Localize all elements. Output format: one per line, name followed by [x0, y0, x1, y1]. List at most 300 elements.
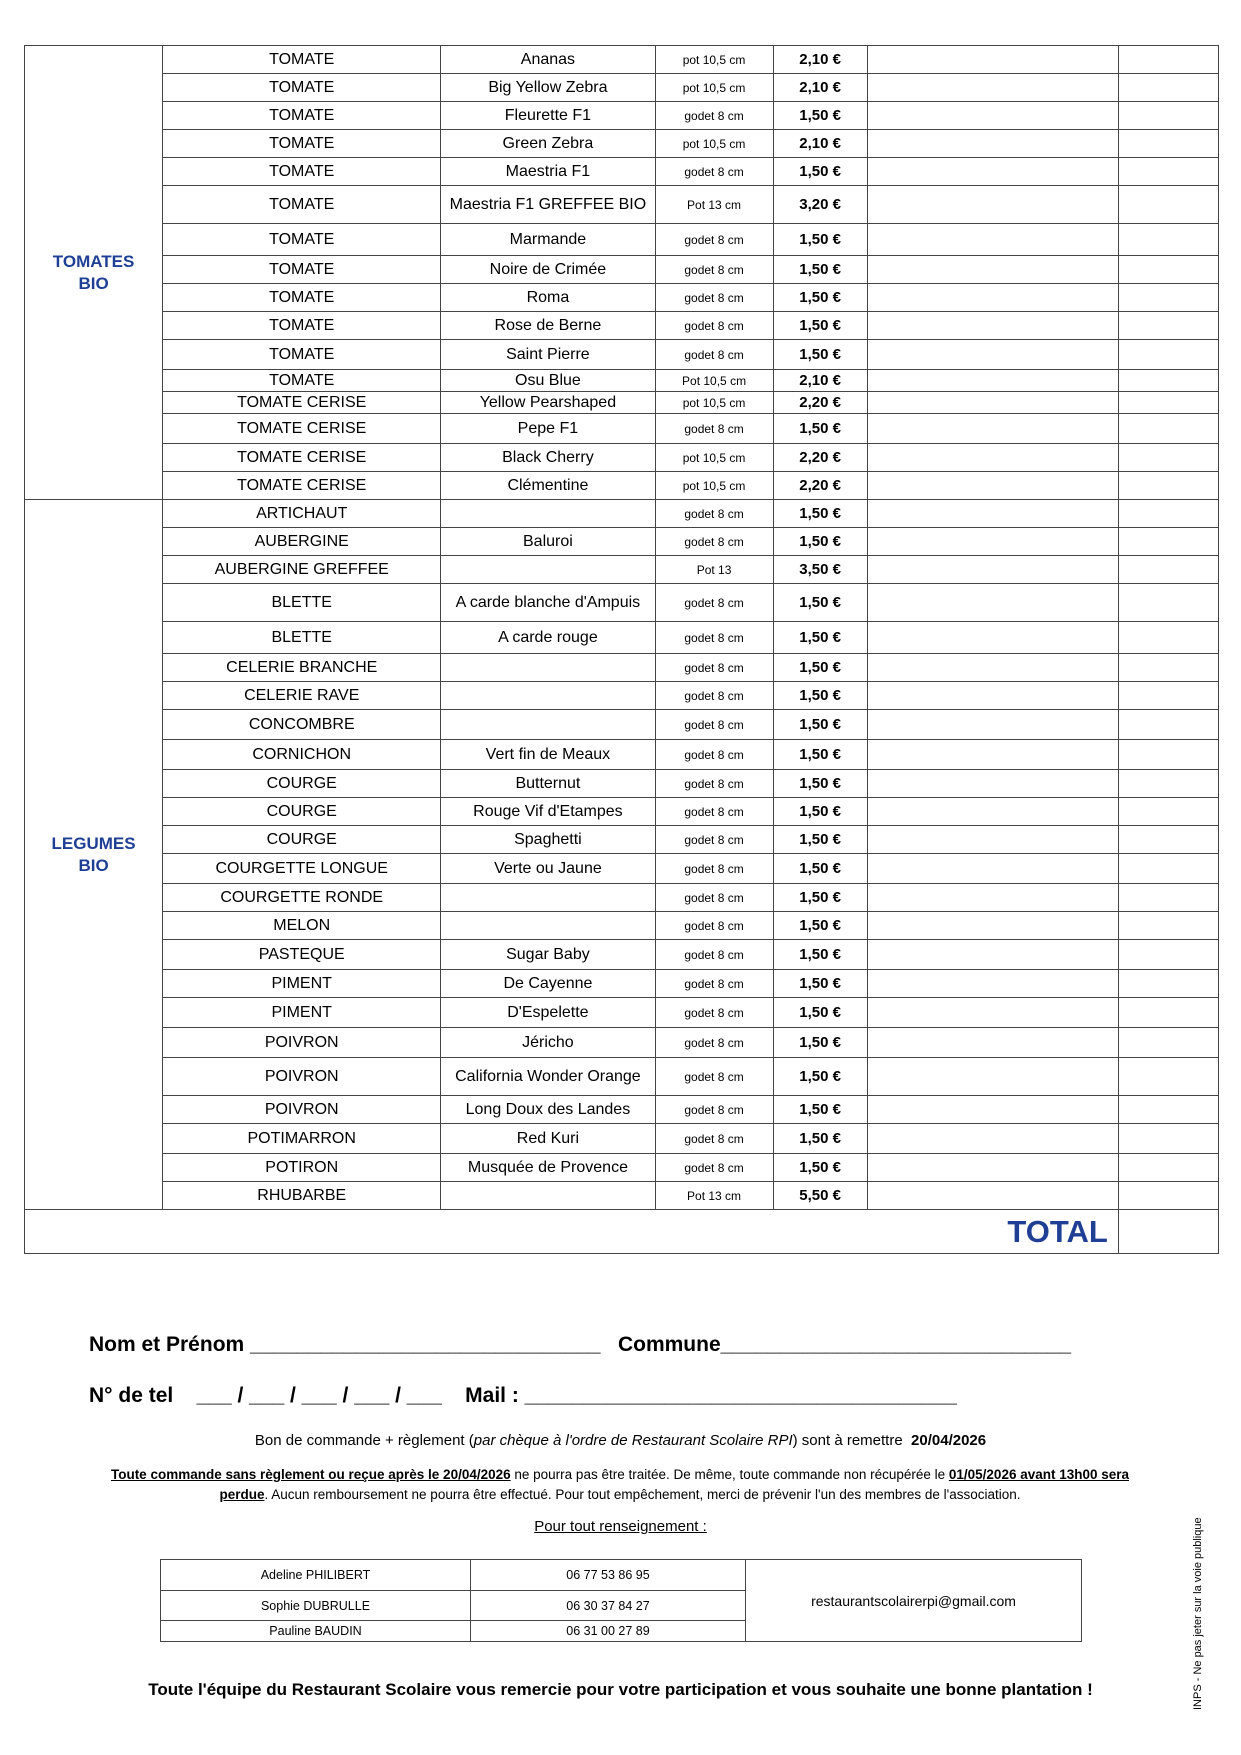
product-name: ARTICHAUT — [163, 500, 441, 528]
quantity-cell[interactable] — [867, 340, 1118, 370]
quantity-cell[interactable] — [867, 970, 1118, 998]
line-total-cell[interactable] — [1118, 770, 1218, 798]
unit-price: 3,50 € — [773, 556, 867, 584]
product-name: COURGETTE RONDE — [163, 884, 441, 912]
order-table — [24, 45, 1219, 1254]
total-row — [25, 1210, 1219, 1254]
line-total-cell[interactable] — [1118, 740, 1218, 770]
unit-price: 2,10 € — [773, 74, 867, 102]
product-row — [25, 284, 1219, 312]
pot-size: godet 8 cm — [655, 740, 773, 770]
product-name: PASTEQUE — [163, 940, 441, 970]
product-name: TOMATE CERISE — [163, 444, 441, 472]
unit-price: 1,50 € — [773, 340, 867, 370]
pot-size: godet 8 cm — [655, 884, 773, 912]
variety-name — [441, 1182, 655, 1210]
product-name: POIVRON — [163, 1028, 441, 1058]
variety-name: Spaghetti — [441, 826, 655, 854]
product-row — [25, 1058, 1219, 1096]
pot-size: godet 8 cm — [655, 970, 773, 998]
thanks-message: Toute l'équipe du Restaurant Scolaire vous remercie pour votre participation et vous souhaite une bonne plantation ! — [148, 1680, 1093, 1699]
quantity-cell[interactable] — [867, 528, 1118, 556]
product-row — [25, 312, 1219, 340]
pot-size: godet 8 cm — [655, 584, 773, 622]
product-name: TOMATE — [163, 340, 441, 370]
remise-italic: par chèque à l'ordre de Restaurant Scolaire RPI — [473, 1432, 793, 1449]
pot-size: Pot 13 cm — [655, 1182, 773, 1210]
product-row — [25, 500, 1219, 528]
variety-name: Saint Pierre — [441, 340, 655, 370]
unit-price: 2,20 € — [773, 444, 867, 472]
quantity-cell[interactable] — [867, 312, 1118, 340]
unit-price: 1,50 € — [773, 158, 867, 186]
variety-name: Maestria F1 — [441, 158, 655, 186]
line-total-cell[interactable] — [1118, 284, 1218, 312]
variety-name — [441, 884, 655, 912]
pot-size: Pot 13 cm — [655, 186, 773, 224]
product-name: POIVRON — [163, 1058, 441, 1096]
product-row — [25, 74, 1219, 102]
line-total-cell[interactable] — [1118, 224, 1218, 256]
variety-name: A carde blanche d'Ampuis — [441, 584, 655, 622]
quantity-cell[interactable] — [867, 622, 1118, 654]
variety-name: A carde rouge — [441, 622, 655, 654]
variety-name: Fleurette F1 — [441, 102, 655, 130]
product-name: POIVRON — [163, 1096, 441, 1124]
unit-price: 2,10 € — [773, 46, 867, 74]
product-row — [25, 584, 1219, 622]
quantity-cell[interactable] — [867, 1154, 1118, 1182]
unit-price: 1,50 € — [773, 970, 867, 998]
product-name: TOMATE — [163, 74, 441, 102]
unit-price: 1,50 € — [773, 528, 867, 556]
variety-name: Verte ou Jaune — [441, 854, 655, 884]
pot-size: godet 8 cm — [655, 998, 773, 1028]
name-field[interactable]: ______________________________ — [250, 1333, 601, 1356]
unit-price: 2,10 € — [773, 130, 867, 158]
quantity-cell[interactable] — [867, 1058, 1118, 1096]
variety-name: Clémentine — [441, 472, 655, 500]
product-row — [25, 884, 1219, 912]
quantity-cell[interactable] — [867, 798, 1118, 826]
line-total-cell[interactable] — [1118, 1124, 1218, 1154]
contact-phone: 06 31 00 27 89 — [471, 1621, 746, 1642]
quantity-cell[interactable] — [867, 556, 1118, 584]
product-name: COURGE — [163, 770, 441, 798]
variety-name: Big Yellow Zebra — [441, 74, 655, 102]
line-total-cell[interactable] — [1118, 74, 1218, 102]
line-total-cell[interactable] — [1118, 622, 1218, 654]
line-total-cell[interactable] — [1118, 1182, 1218, 1210]
unit-price: 1,50 € — [773, 682, 867, 710]
product-row — [25, 556, 1219, 584]
variety-name — [441, 682, 655, 710]
product-row — [25, 854, 1219, 884]
pot-size: godet 8 cm — [655, 654, 773, 682]
product-row — [25, 770, 1219, 798]
product-row — [25, 158, 1219, 186]
quantity-cell[interactable] — [867, 884, 1118, 912]
variety-name: Sugar Baby — [441, 940, 655, 970]
pot-size: pot 10,5 cm — [655, 444, 773, 472]
unit-price: 2,10 € — [773, 370, 867, 392]
pot-size: godet 8 cm — [655, 1058, 773, 1096]
unit-price: 1,50 € — [773, 1028, 867, 1058]
remise-text-1: Bon de commande + règlement ( — [254, 1432, 474, 1449]
unit-price: 1,50 € — [773, 414, 867, 444]
pot-size: godet 8 cm — [655, 284, 773, 312]
variety-name: Vert fin de Meaux — [441, 740, 655, 770]
unit-price: 1,50 € — [773, 224, 867, 256]
pot-size: pot 10,5 cm — [655, 392, 773, 414]
notice-text-2: . Aucun remboursement ne pourra être effectué. Pour tout empêchement, merci de prévenir l'un des membres de l'association. — [264, 1487, 1021, 1502]
variety-name — [441, 654, 655, 682]
quantity-cell[interactable] — [867, 584, 1118, 622]
product-name: TOMATE — [163, 312, 441, 340]
quantity-cell[interactable] — [867, 158, 1118, 186]
product-row — [25, 186, 1219, 224]
line-total-cell[interactable] — [1118, 186, 1218, 224]
pot-size: Pot 10,5 cm — [655, 370, 773, 392]
product-row — [25, 528, 1219, 556]
product-name: TOMATE — [163, 158, 441, 186]
product-name: TOMATE — [163, 46, 441, 74]
variety-name: Red Kuri — [441, 1124, 655, 1154]
product-row — [25, 622, 1219, 654]
product-row — [25, 414, 1219, 444]
unit-price: 1,50 € — [773, 710, 867, 740]
product-name: AUBERGINE GREFFEE — [163, 556, 441, 584]
variety-name: Yellow Pearshaped — [441, 392, 655, 414]
product-name: MELON — [163, 912, 441, 940]
unit-price: 1,50 € — [773, 1058, 867, 1096]
product-name: CELERIE RAVE — [163, 682, 441, 710]
variety-name: D'Espelette — [441, 998, 655, 1028]
product-row — [25, 340, 1219, 370]
quantity-cell[interactable] — [867, 472, 1118, 500]
product-name: AUBERGINE — [163, 528, 441, 556]
product-name: POTIRON — [163, 1154, 441, 1182]
pot-size: godet 8 cm — [655, 1096, 773, 1124]
unit-price: 1,50 € — [773, 622, 867, 654]
contact-email[interactable]: restaurantscolairerpi@gmail.com — [746, 1560, 1082, 1642]
pot-size: godet 8 cm — [655, 770, 773, 798]
quantity-cell[interactable] — [867, 500, 1118, 528]
product-name: RHUBARBE — [163, 1182, 441, 1210]
line-total-cell[interactable] — [1118, 912, 1218, 940]
product-name: TOMATE — [163, 370, 441, 392]
pot-size: godet 8 cm — [655, 940, 773, 970]
line-total-cell[interactable] — [1118, 1058, 1218, 1096]
line-total-cell[interactable] — [1118, 340, 1218, 370]
product-row — [25, 1124, 1219, 1154]
product-row — [25, 392, 1219, 414]
product-name: CONCOMBRE — [163, 710, 441, 740]
line-total-cell[interactable] — [1118, 472, 1218, 500]
line-total-cell[interactable] — [1118, 528, 1218, 556]
unit-price: 1,50 € — [773, 854, 867, 884]
variety-name: Butternut — [441, 770, 655, 798]
quantity-cell[interactable] — [867, 444, 1118, 472]
variety-name: California Wonder Orange — [441, 1058, 655, 1096]
pot-size: Pot 13 — [655, 556, 773, 584]
product-row — [25, 1096, 1219, 1124]
quantity-cell[interactable] — [867, 940, 1118, 970]
pot-size: godet 8 cm — [655, 256, 773, 284]
variety-name: Noire de Crimée — [441, 256, 655, 284]
unit-price: 1,50 € — [773, 102, 867, 130]
unit-price: 2,20 € — [773, 472, 867, 500]
product-name: COURGE — [163, 826, 441, 854]
product-row — [25, 472, 1219, 500]
product-row — [25, 224, 1219, 256]
pot-size: godet 8 cm — [655, 1028, 773, 1058]
unit-price: 1,50 € — [773, 826, 867, 854]
variety-name: Roma — [441, 284, 655, 312]
variety-name: Jéricho — [441, 1028, 655, 1058]
remise-text-2: ) sont à remettre — [792, 1432, 903, 1449]
product-row — [25, 740, 1219, 770]
quantity-cell[interactable] — [867, 392, 1118, 414]
quantity-cell[interactable] — [867, 224, 1118, 256]
quantity-cell[interactable] — [867, 370, 1118, 392]
line-total-cell[interactable] — [1118, 1154, 1218, 1182]
product-row — [25, 682, 1219, 710]
quantity-cell[interactable] — [867, 102, 1118, 130]
unit-price: 1,50 € — [773, 770, 867, 798]
pot-size: godet 8 cm — [655, 854, 773, 884]
pot-size: godet 8 cm — [655, 158, 773, 186]
name-label: Nom et Prénom — [89, 1333, 245, 1356]
notice-paragraph — [85, 1465, 1155, 1505]
quantity-cell[interactable] — [867, 130, 1118, 158]
line-total-cell[interactable] — [1118, 654, 1218, 682]
quantity-cell[interactable] — [867, 654, 1118, 682]
quantity-cell[interactable] — [867, 998, 1118, 1028]
product-name: TOMATE CERISE — [163, 392, 441, 414]
unit-price: 1,50 € — [773, 740, 867, 770]
variety-name: Ananas — [441, 46, 655, 74]
product-name: PIMENT — [163, 998, 441, 1028]
info-label: Pour tout renseignement : — [534, 1518, 707, 1535]
variety-name: Rouge Vif d'Etampes — [441, 798, 655, 826]
product-name: TOMATE — [163, 256, 441, 284]
variety-name — [441, 556, 655, 584]
side-note-wrap — [1192, 1517, 1241, 1722]
line-total-cell[interactable] — [1118, 682, 1218, 710]
order-table-body — [25, 46, 1219, 1254]
line-total-cell[interactable] — [1118, 256, 1218, 284]
mail-field[interactable]: _____________________________________ — [524, 1384, 957, 1407]
notice-underlined-2: 01/05/2026 avant 13h00 sera perdue — [219, 1467, 1130, 1502]
line-total-cell[interactable] — [1118, 370, 1218, 392]
side-note: INPS - Ne pas jeter sur la voie publique — [1192, 1517, 1204, 1710]
product-row — [25, 1028, 1219, 1058]
total-label: TOTAL — [25, 1210, 1119, 1254]
variety-name: Long Doux des Landes — [441, 1096, 655, 1124]
contact-row — [161, 1560, 1082, 1591]
name-commune-line — [89, 1333, 1071, 1357]
product-row — [25, 912, 1219, 940]
product-name: POTIMARRON — [163, 1124, 441, 1154]
product-name: PIMENT — [163, 970, 441, 998]
variety-name: Musquée de Provence — [441, 1154, 655, 1182]
contact-name: Adeline PHILIBERT — [161, 1560, 471, 1591]
variety-name: Green Zebra — [441, 130, 655, 158]
quantity-cell[interactable] — [867, 414, 1118, 444]
line-total-cell[interactable] — [1118, 312, 1218, 340]
pot-size: godet 8 cm — [655, 622, 773, 654]
tel-field[interactable]: ___ / ___ / ___ / ___ / ___ — [196, 1384, 442, 1407]
quantity-cell[interactable] — [867, 186, 1118, 224]
product-name: TOMATE — [163, 130, 441, 158]
product-row — [25, 1154, 1219, 1182]
unit-price: 1,50 € — [773, 1124, 867, 1154]
line-total-cell[interactable] — [1118, 826, 1218, 854]
line-total-cell[interactable] — [1118, 414, 1218, 444]
unit-price: 1,50 € — [773, 312, 867, 340]
line-total-cell[interactable] — [1118, 940, 1218, 970]
contact-phone: 06 77 53 86 95 — [471, 1560, 746, 1591]
line-total-cell[interactable] — [1118, 46, 1218, 74]
line-total-cell[interactable] — [1118, 884, 1218, 912]
product-row — [25, 46, 1219, 74]
product-name: CORNICHON — [163, 740, 441, 770]
line-total-cell[interactable] — [1118, 556, 1218, 584]
pot-size: pot 10,5 cm — [655, 74, 773, 102]
pot-size: godet 8 cm — [655, 798, 773, 826]
contact-name: Pauline BAUDIN — [161, 1621, 471, 1642]
variety-name: Osu Blue — [441, 370, 655, 392]
product-row — [25, 940, 1219, 970]
unit-price: 1,50 € — [773, 1154, 867, 1182]
product-row — [25, 710, 1219, 740]
line-total-cell[interactable] — [1118, 392, 1218, 414]
unit-price: 1,50 € — [773, 256, 867, 284]
product-row — [25, 1182, 1219, 1210]
category-label: LEGUMES BIO — [25, 500, 163, 1210]
product-row — [25, 826, 1219, 854]
line-total-cell[interactable] — [1118, 998, 1218, 1028]
line-total-cell[interactable] — [1118, 710, 1218, 740]
pot-size: godet 8 cm — [655, 500, 773, 528]
line-total-cell[interactable] — [1118, 1096, 1218, 1124]
notice-underlined-1: Toute commande sans règlement ou reçue après le 20/04/2026 — [110, 1467, 511, 1482]
product-row — [25, 444, 1219, 472]
quantity-cell[interactable] — [867, 682, 1118, 710]
pot-size: godet 8 cm — [655, 1124, 773, 1154]
unit-price: 2,20 € — [773, 392, 867, 414]
product-name: BLETTE — [163, 622, 441, 654]
pot-size: godet 8 cm — [655, 1154, 773, 1182]
unit-price: 1,50 € — [773, 584, 867, 622]
quantity-cell[interactable] — [867, 1182, 1118, 1210]
product-name: TOMATE CERISE — [163, 414, 441, 444]
quantity-cell[interactable] — [867, 912, 1118, 940]
pot-size: godet 8 cm — [655, 710, 773, 740]
line-total-cell[interactable] — [1118, 970, 1218, 998]
variety-name: Marmande — [441, 224, 655, 256]
line-total-cell[interactable] — [1118, 102, 1218, 130]
product-name: COURGETTE LONGUE — [163, 854, 441, 884]
quantity-cell[interactable] — [867, 1028, 1118, 1058]
line-total-cell[interactable] — [1118, 854, 1218, 884]
quantity-cell[interactable] — [867, 74, 1118, 102]
quantity-cell[interactable] — [867, 1124, 1118, 1154]
quantity-cell[interactable] — [867, 46, 1118, 74]
pot-size: godet 8 cm — [655, 102, 773, 130]
line-total-cell[interactable] — [1118, 500, 1218, 528]
total-value-cell[interactable] — [1118, 1210, 1218, 1254]
unit-price: 1,50 € — [773, 654, 867, 682]
unit-price: 1,50 € — [773, 1096, 867, 1124]
line-total-cell[interactable] — [1118, 158, 1218, 186]
pot-size: pot 10,5 cm — [655, 46, 773, 74]
line-total-cell[interactable] — [1118, 798, 1218, 826]
unit-price: 1,50 € — [773, 998, 867, 1028]
product-row — [25, 102, 1219, 130]
notice-text-1: ne pourra pas être traitée. De même, toute commande non récupérée le — [510, 1467, 949, 1482]
product-name: BLETTE — [163, 584, 441, 622]
quantity-cell[interactable] — [867, 284, 1118, 312]
commune-label: Commune — [617, 1333, 721, 1356]
pot-size: godet 8 cm — [655, 224, 773, 256]
product-name: COURGE — [163, 798, 441, 826]
product-row — [25, 998, 1219, 1028]
contacts-table — [160, 1559, 1082, 1642]
unit-price: 1,50 € — [773, 284, 867, 312]
variety-name: Maestria F1 GREFFEE BIO — [441, 186, 655, 224]
remise-line — [0, 1432, 1241, 1449]
unit-price: 1,50 € — [773, 912, 867, 940]
pot-size: godet 8 cm — [655, 312, 773, 340]
pot-size: godet 8 cm — [655, 826, 773, 854]
variety-name: Baluroi — [441, 528, 655, 556]
product-row — [25, 970, 1219, 998]
product-name: TOMATE — [163, 186, 441, 224]
quantity-cell[interactable] — [867, 710, 1118, 740]
unit-price: 1,50 € — [773, 500, 867, 528]
line-total-cell[interactable] — [1118, 1028, 1218, 1058]
product-row — [25, 798, 1219, 826]
variety-name: Rose de Berne — [441, 312, 655, 340]
product-name: TOMATE — [163, 102, 441, 130]
pot-size: pot 10,5 cm — [655, 130, 773, 158]
product-name: TOMATE — [163, 224, 441, 256]
variety-name — [441, 500, 655, 528]
tel-mail-line — [89, 1384, 957, 1408]
unit-price: 1,50 € — [773, 884, 867, 912]
line-total-cell[interactable] — [1118, 130, 1218, 158]
unit-price: 1,50 € — [773, 940, 867, 970]
quantity-cell[interactable] — [867, 770, 1118, 798]
line-total-cell[interactable] — [1118, 584, 1218, 622]
product-name: TOMATE — [163, 284, 441, 312]
quantity-cell[interactable] — [867, 256, 1118, 284]
line-total-cell[interactable] — [1118, 444, 1218, 472]
unit-price: 1,50 € — [773, 798, 867, 826]
tel-label: N° de tel — [89, 1384, 174, 1407]
remise-date: 20/04/2026 — [911, 1432, 987, 1449]
unit-price: 5,50 € — [773, 1182, 867, 1210]
quantity-cell[interactable] — [867, 1096, 1118, 1124]
quantity-cell[interactable] — [867, 740, 1118, 770]
quantity-cell[interactable] — [867, 854, 1118, 884]
commune-field[interactable]: ______________________________ — [720, 1333, 1072, 1356]
variety-name — [441, 912, 655, 940]
quantity-cell[interactable] — [867, 826, 1118, 854]
variety-name: Black Cherry — [441, 444, 655, 472]
